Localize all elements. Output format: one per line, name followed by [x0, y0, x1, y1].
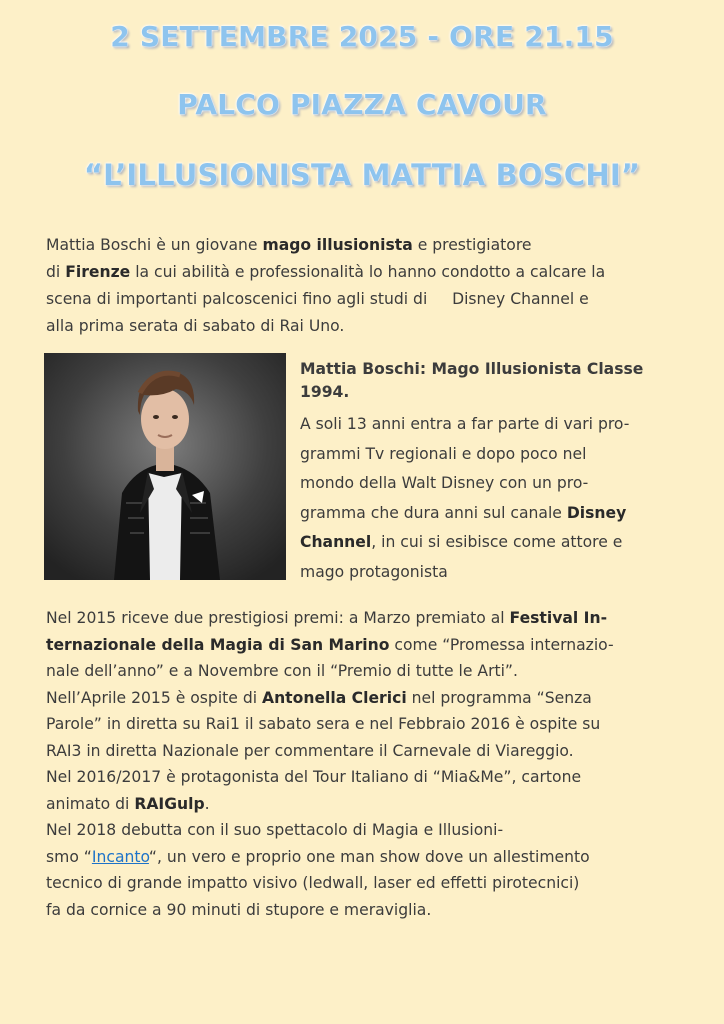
bio-sidebar: Mattia Boschi: Mago Illusionista Classe 1994. A soli 13 anni entra a far parte di vari pro- grammi Tv regionali e dopo poco nel mondo della Walt Disney con un pro- gramma che dura anni sul canale Disney Channel, in cui si esibisce come attore e mago protagonista	[300, 358, 678, 587]
career-paragraph: Nel 2015 riceve due prestigiosi premi: a Marzo premiato al Festival In- ternazionale della Magia di San Marino come “Promessa internazio- nale dell’anno” e a Novembre con il “Premio di tutte le Arti”. Nell’Aprile 2015 è ospite di Antonella Clerici nel programma “Senza Parole” in diretta su Rai1 il sabato sera e nel Febbraio 2016 è ospite su RAI3 in diretta Nazionale per commentare il Carnevale di Viareggio. Nel 2016/2017 è protagonista del Tour Italiano di “Mia&Me”, cartone animato di RAIGulp. Nel 2018 debutta con il suo spettacolo di Magia e Illusioni- smo “Incanto“, un vero e proprio one man show dove un allestimento tecnico di grande impatto visivo (ledwall, laser ed effetti pirotecnici) fa da cornice a 90 minuti di stupore e meraviglia.	[46, 609, 614, 919]
event-date-heading: 2 SETTEMBRE 2025 - ORE 21.15	[110, 20, 614, 53]
venue-heading: PALCO PIAZZA CAVOUR	[177, 88, 547, 121]
intro-paragraph: Mattia Boschi è un giovane mago illusionista e prestigiatore di Firenze la cui abilità e professionalità lo hanno condotto a calcare la scena di importanti palcoscenici fino agli studi di Disney Channel e alla prima serata di sabato di Rai Uno.	[46, 236, 606, 335]
show-title-heading: “L’ILLUSIONISTA MATTIA BOSCHI”	[83, 158, 641, 192]
incanto-link[interactable]: Incanto	[91, 847, 149, 866]
bio-caption: Mattia Boschi: Mago Illusionista Classe	[300, 360, 644, 378]
performer-photo	[44, 353, 286, 580]
performer-portrait-icon	[44, 353, 286, 580]
